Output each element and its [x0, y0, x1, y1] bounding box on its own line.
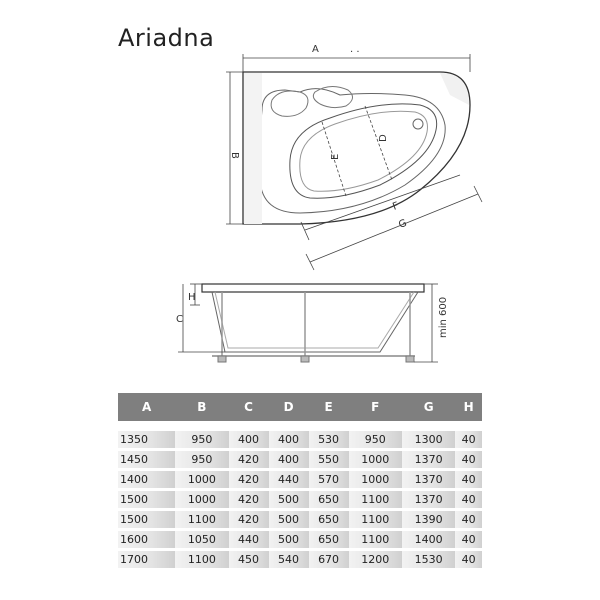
table-cell: 950 [175, 431, 228, 448]
table-cell: 670 [309, 551, 349, 568]
product-title: Ariadna [118, 24, 215, 52]
col-header-b: B [175, 393, 228, 421]
table-row [118, 471, 482, 488]
table-row [118, 431, 482, 448]
table-cell: 1450 [118, 451, 175, 468]
top-view-dimensions [226, 54, 482, 270]
table-cell: 40 [455, 551, 482, 568]
table-cell: 40 [455, 491, 482, 508]
table-cell: 40 [455, 511, 482, 528]
dim-label-e: E [330, 153, 341, 160]
table-cell: 1100 [175, 511, 228, 528]
table-cell: 420 [229, 451, 269, 468]
table-cell: 1100 [349, 511, 402, 528]
table-cell: 1000 [349, 471, 402, 488]
top-view-drawing [243, 72, 470, 224]
table-cell: 1390 [402, 511, 455, 528]
table-cell: 1300 [402, 431, 455, 448]
table-row [118, 511, 482, 528]
table-cell: 40 [455, 451, 482, 468]
table-cell: 1000 [175, 471, 228, 488]
table-cell: 1100 [349, 491, 402, 508]
table-cell: 950 [175, 451, 228, 468]
table-cell: 420 [229, 511, 269, 528]
table-row [118, 551, 482, 568]
table-cell: 40 [455, 531, 482, 548]
table-cell: 450 [229, 551, 269, 568]
table-cell: 1500 [118, 491, 175, 508]
col-header-e: E [309, 393, 349, 421]
table-cell: 440 [229, 531, 269, 548]
dim-dot: . . [350, 44, 360, 55]
side-view-dimensions [178, 284, 438, 362]
table-cell: 1370 [402, 491, 455, 508]
table-cell: 550 [309, 451, 349, 468]
table-cell: 1600 [118, 531, 175, 548]
dim-label-min: min 600 [438, 296, 449, 338]
table-cell: 1050 [175, 531, 228, 548]
table-cell: 420 [229, 471, 269, 488]
col-header-d: D [269, 393, 309, 421]
table-cell: 500 [269, 511, 309, 528]
table-cell: 40 [455, 431, 482, 448]
table-cell: 530 [309, 431, 349, 448]
table-cell: 570 [309, 471, 349, 488]
table-cell: 400 [269, 431, 309, 448]
table-cell: 650 [309, 531, 349, 548]
table-row [118, 451, 482, 468]
table-cell: 500 [269, 531, 309, 548]
table-cell: 1100 [175, 551, 228, 568]
table-cell: 1530 [402, 551, 455, 568]
table-cell: 400 [229, 431, 269, 448]
dim-label-c: C [176, 314, 183, 325]
table-cell: 540 [269, 551, 309, 568]
side-view-drawing [202, 284, 424, 362]
table-cell: 440 [269, 471, 309, 488]
table-cell: 650 [309, 491, 349, 508]
dim-label-b: B [229, 152, 240, 159]
dim-label-d: D [378, 134, 389, 142]
dim-label-f: F [391, 200, 401, 213]
table-cell: 420 [229, 491, 269, 508]
table-cell: 1370 [402, 451, 455, 468]
table-row [118, 531, 482, 548]
col-header-g: G [402, 393, 455, 421]
table-header-row [118, 393, 482, 421]
table-cell: 1400 [402, 531, 455, 548]
dim-label-g: G [397, 217, 409, 231]
table-cell: 1500 [118, 511, 175, 528]
col-header-c: C [229, 393, 269, 421]
col-header-f: F [349, 393, 402, 421]
table-cell: 1000 [175, 491, 228, 508]
dim-label-a: A [312, 44, 319, 55]
table-cell: 1400 [118, 471, 175, 488]
table-cell: 1100 [349, 531, 402, 548]
table-cell: 1350 [118, 431, 175, 448]
table-cell: 950 [349, 431, 402, 448]
col-header-a: A [118, 393, 175, 421]
table-cell: 1370 [402, 471, 455, 488]
table-cell: 40 [455, 471, 482, 488]
table-cell: 1200 [349, 551, 402, 568]
dim-label-h: H [188, 292, 196, 303]
dimensions-table [118, 390, 482, 571]
table-row [118, 491, 482, 508]
table-cell: 500 [269, 491, 309, 508]
col-header-h: H [455, 393, 482, 421]
table-cell: 400 [269, 451, 309, 468]
table-cell: 650 [309, 511, 349, 528]
table-cell: 1700 [118, 551, 175, 568]
table-cell: 1000 [349, 451, 402, 468]
